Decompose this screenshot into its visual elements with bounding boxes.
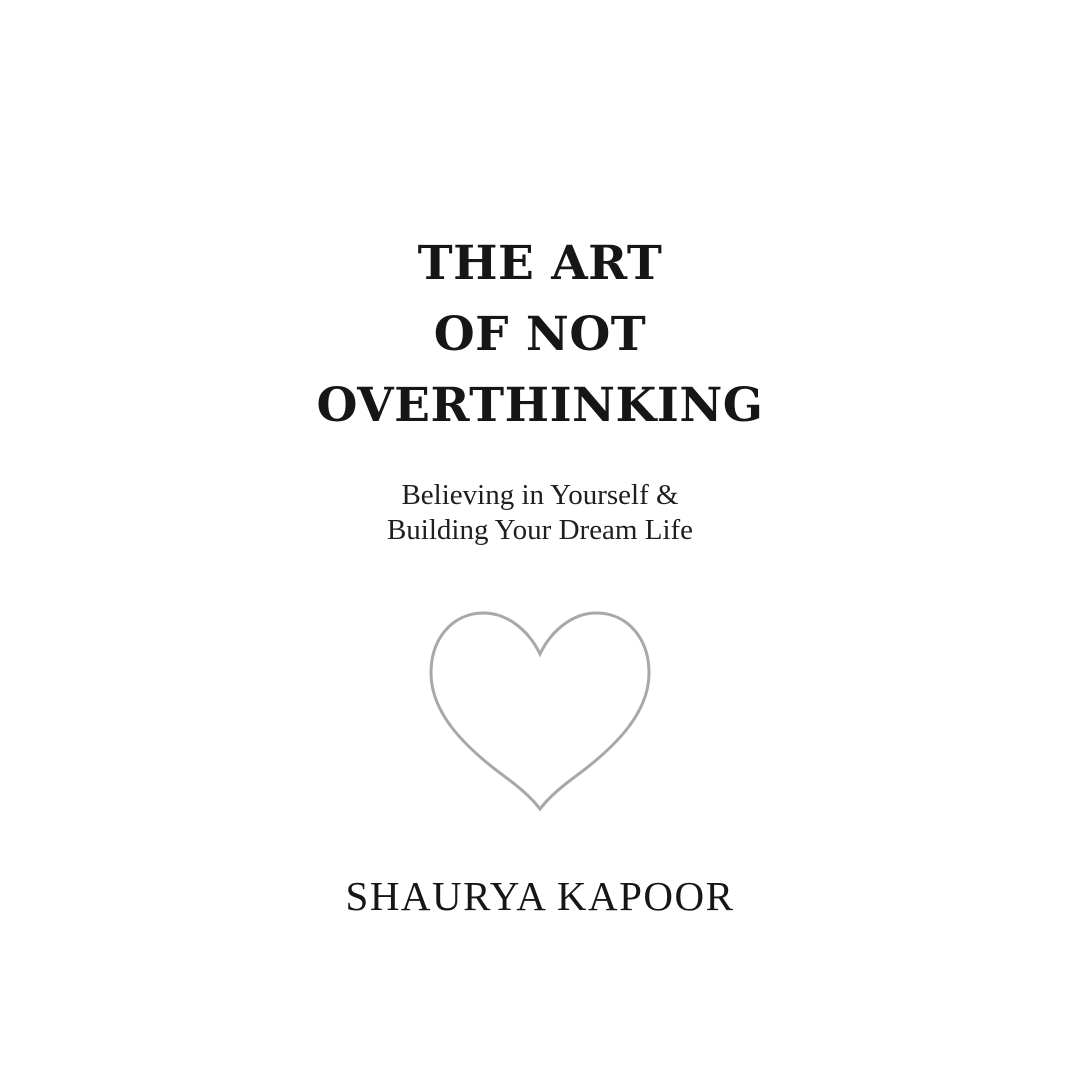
book-subtitle — [0, 478, 1080, 548]
author-name: SHAURYA KAPOOR — [345, 873, 735, 919]
book-title-line-3: OVERTHINKING — [316, 378, 764, 433]
book-title-line-1: THE ART — [417, 236, 663, 291]
book-title-line-2: OF NOT — [433, 307, 647, 362]
book-title — [0, 228, 1080, 441]
book-subtitle-line-1: Believing in Yourself & — [401, 479, 679, 511]
heart-icon — [427, 606, 653, 812]
heart-outline-path — [431, 613, 649, 809]
book-subtitle-line-2: Building Your Dream Life — [386, 514, 694, 546]
